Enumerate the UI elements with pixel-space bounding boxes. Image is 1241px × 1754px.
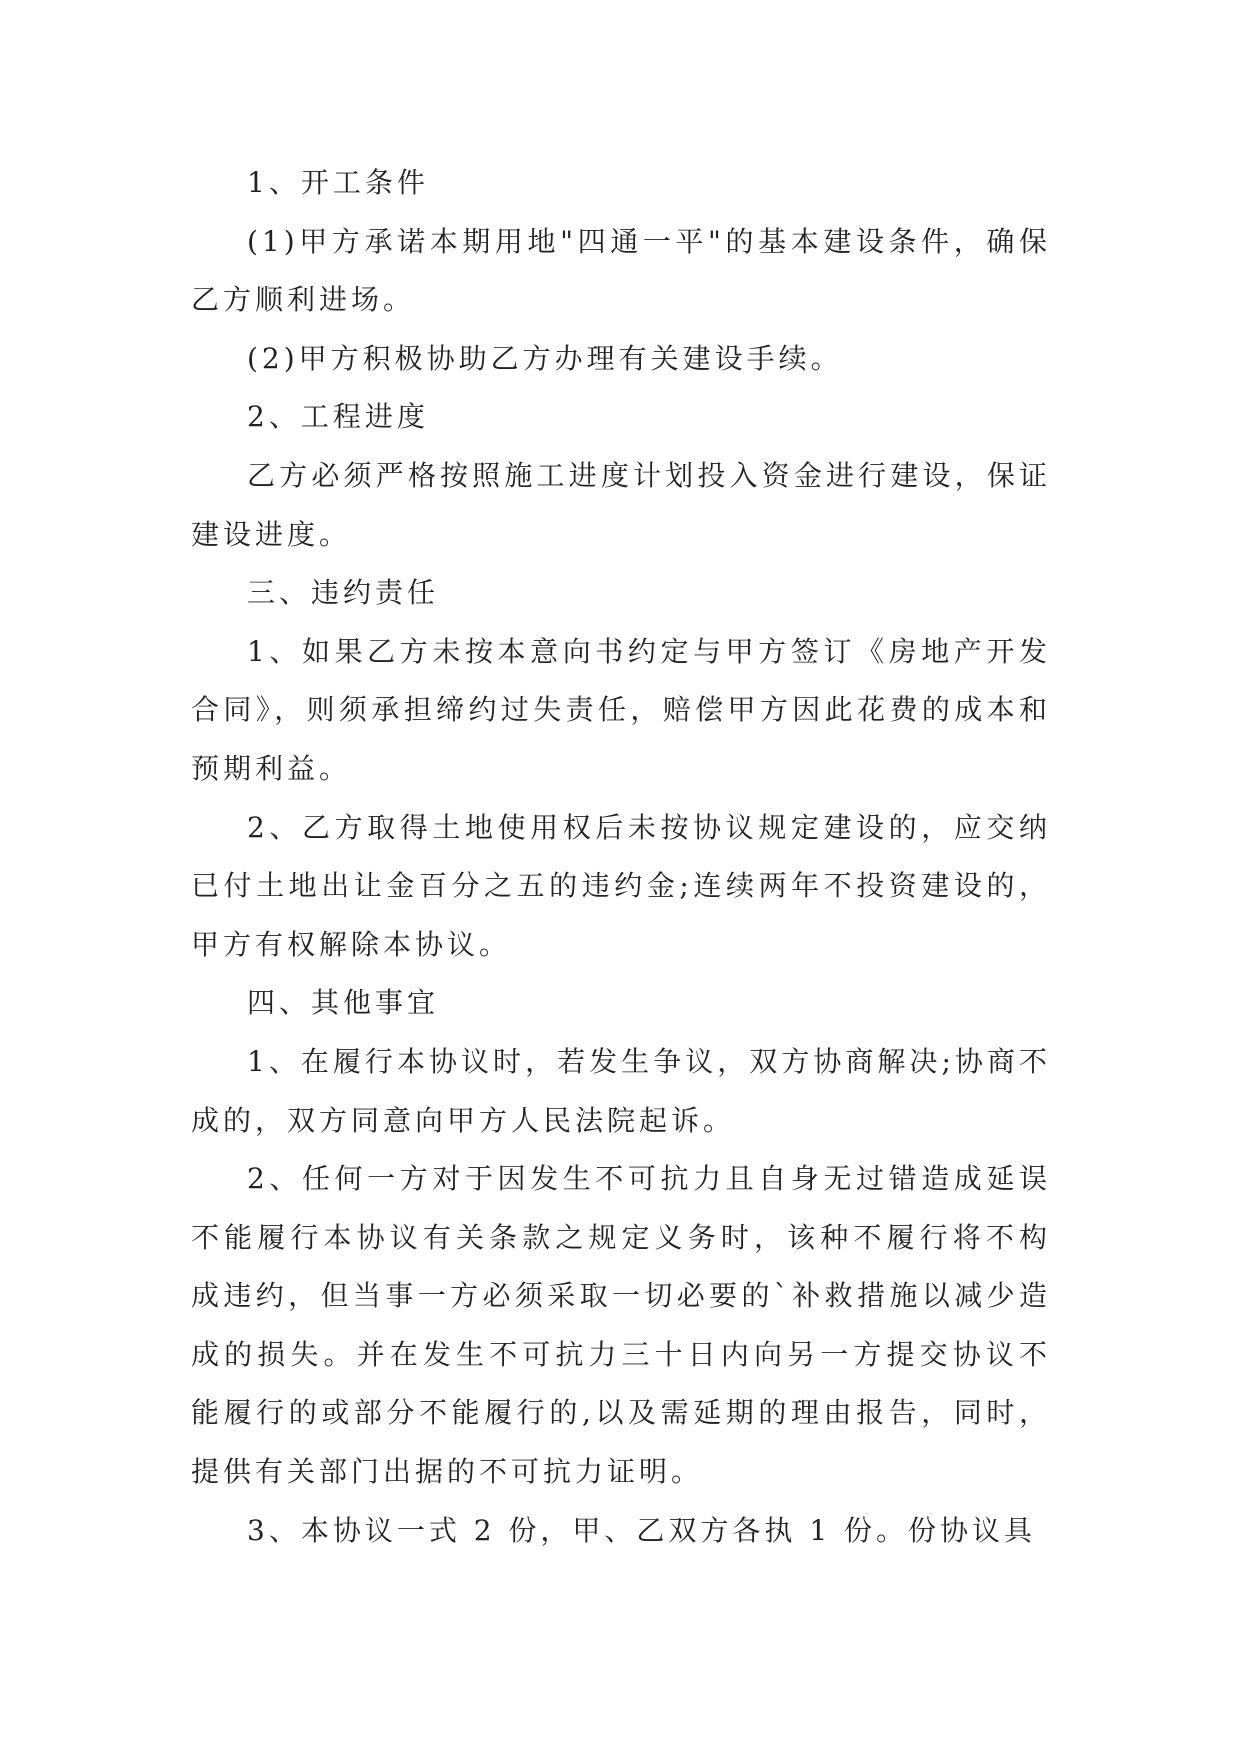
paragraph-other-2: 2、任何一方对于因发生不可抗力且自身无过错造成延误不能履行本协议有关条款之规定义务时，该种不履行将不构成违约，但当事一方必须采取一切必要的`补救措施以减少造成的损失。并在发生不可抗力三十日内向另一方提交协议不能履行的或部分不能履行的,以及需延期的理由报告，同时，提供有关部门出据的不可抗力证明。 [191, 1162, 1051, 1489]
paragraph-breach-2: 2、乙方取得土地使用权后未按协议规定建设的，应交纳已付土地出让金百分之五的违约金;连续两年不投资建设的，甲方有权解除本协议。 [191, 810, 1051, 961]
paragraph-start-conditions-heading: 1、开工条件 [247, 166, 429, 199]
paragraph-progress-heading: 2、工程进度 [247, 400, 429, 434]
paragraph-other-heading: 四、其他事宜 [247, 986, 440, 1020]
paragraph-breach-1: 1、如果乙方未按本意向书约定与甲方签订《房地产开发合同》，则须承担缔约过失责任，赔偿甲方因此花费的成本和预期利益。 [191, 634, 1051, 785]
paragraph-other-1: 1、在履行本协议时，若发生争议，双方协商解决;协商不成的，双方同意向甲方人民法院起诉。 [191, 1044, 1051, 1137]
paragraph-progress-text: 乙方必须严格按照施工进度计划投入资金进行建设，保证建设进度。 [191, 458, 1051, 551]
paragraph-other-3: 3、本协议一式 2 份，甲、乙双方各执 1 份。份协议具 [247, 1513, 1037, 1547]
paragraph-clause-1-1: (1)甲方承诺本期用地"四通一平"的基本建设条件，确保乙方顺利进场。 [191, 224, 1051, 317]
paragraph-breach-heading: 三、违约责任 [247, 576, 440, 610]
document-body [191, 154, 1051, 1560]
paragraph-clause-1-2: (2)甲方积极协助乙方办理有关建设手续。 [247, 341, 843, 375]
